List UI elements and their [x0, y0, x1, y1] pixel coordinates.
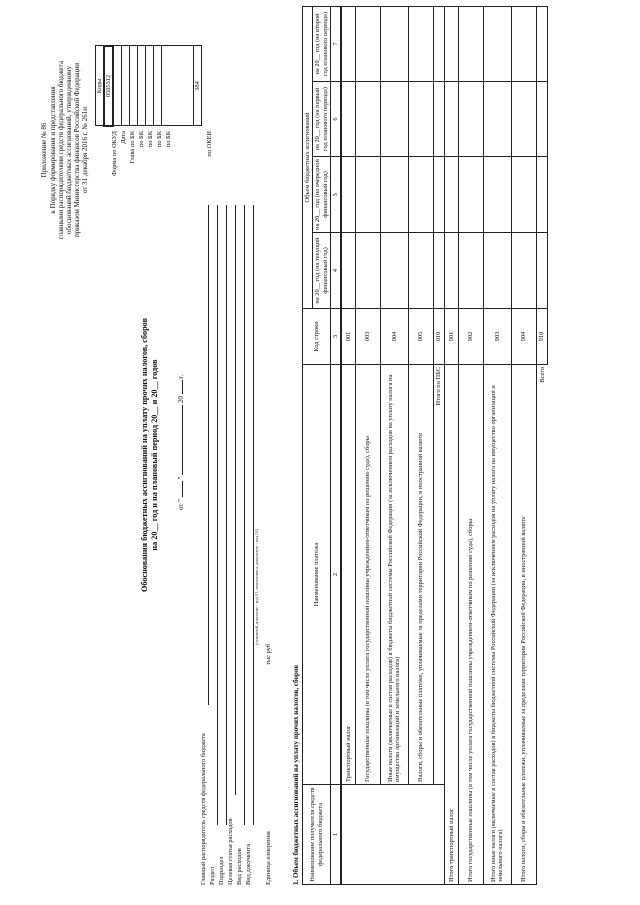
- col-header-payment: Наименование платежа: [303, 365, 331, 785]
- value-cell[interactable]: [536, 157, 547, 233]
- row-code: 001: [341, 309, 355, 365]
- value-cell[interactable]: [355, 6, 380, 81]
- total-name: Итого иные налоги (включаемые в состав расходов) в бюджеты бюджетной системы Российской Федерации (за исключением расходов на уплату налога на имущество организаций и земельного налога): [483, 365, 511, 885]
- bk-label: по БК: [147, 131, 154, 148]
- section-label: Раздел: [209, 866, 216, 885]
- row-code: 004: [380, 309, 408, 365]
- value-cell[interactable]: [408, 6, 433, 81]
- value-cell[interactable]: [458, 6, 483, 81]
- col-number: 3: [331, 309, 342, 365]
- section-title: 1. Объем бюджетных ассигнований на уплату прочих налогов, сборов: [292, 664, 300, 885]
- col-number: 4: [331, 233, 342, 309]
- payment-name: Иные налоги (включаемые в состав расходов) в бюджеты бюджетной системы Российской Федерации (за исключением расходов на уплату налога на имущество организаций и земельного налога): [380, 365, 408, 785]
- okud-label: Форма по ОКУД: [111, 131, 118, 176]
- appendix-note: [40, 15, 89, 285]
- value-cell[interactable]: [408, 233, 433, 309]
- value-cell[interactable]: [408, 82, 433, 157]
- appendix-line: приказом Министерства финансов Российской Федерации: [73, 63, 82, 237]
- row-code: 904: [511, 309, 536, 365]
- value-cell[interactable]: [433, 233, 444, 309]
- pbs-total-label: Итого по ПБС: [433, 365, 444, 785]
- date-year-suffix: г.: [177, 374, 185, 379]
- doc-type-label: Вид документа: [245, 843, 252, 885]
- value-cell[interactable]: [341, 233, 355, 309]
- date-line: [177, 295, 185, 510]
- row-code: 901: [444, 309, 458, 365]
- date-from-label: от ": [177, 498, 185, 510]
- value-cell[interactable]: [458, 157, 483, 233]
- form-title-line: Обоснования бюджетных ассигнований на уплату прочих налогов, сборов: [140, 318, 149, 592]
- grand-total-label: Всего: [536, 365, 547, 885]
- payment-name: Государственные пошлины (в том числе уплата государственной пошлины учреждением-ответчиком по решению суда), сборы: [355, 365, 380, 785]
- value-cell[interactable]: [355, 157, 380, 233]
- row-code: 902: [458, 309, 483, 365]
- col-header-current-year: на 20__ год (на текущий финансовый год): [313, 233, 331, 309]
- subsection-label: Подраздел: [218, 856, 225, 885]
- value-cell[interactable]: [511, 157, 536, 233]
- col-number: 2: [331, 365, 342, 785]
- row-code: 003: [355, 309, 380, 365]
- col-number: 5: [331, 157, 342, 233]
- payment-name: Налоги, сборы и обязательные платежи, уплачиваемые за пределами территории Российской Федерации, в иностранной валюте: [408, 365, 433, 785]
- bk-code-cell: [153, 46, 161, 126]
- col-number: 7: [331, 6, 342, 81]
- value-cell[interactable]: [433, 82, 444, 157]
- okei-label: по ОКЕИ: [206, 131, 213, 157]
- okei-code: 384: [193, 46, 201, 126]
- header-fields: [200, 185, 275, 885]
- value-cell[interactable]: [536, 233, 547, 309]
- row-code: 903: [483, 309, 511, 365]
- value-cell[interactable]: [444, 6, 458, 81]
- value-cell[interactable]: [341, 6, 355, 81]
- blank-code-cell: [161, 46, 193, 126]
- chapter-code-cell: [121, 46, 129, 126]
- row-code: 910: [536, 309, 547, 365]
- col-header-next-year: на 20__ год (на очередной финансовый год): [313, 157, 331, 233]
- value-cell[interactable]: [444, 233, 458, 309]
- target-item-label: Целевая статья расходов: [227, 818, 234, 885]
- value-cell[interactable]: [380, 157, 408, 233]
- bk-label: по БК: [165, 131, 172, 148]
- value-cell[interactable]: [511, 82, 536, 157]
- col-header-recipient: Наименование получателя средств федерального бюджета: [303, 785, 331, 885]
- codes-header: Коды: [96, 46, 105, 126]
- date-quote: ": [177, 476, 185, 480]
- col-number: 1: [331, 785, 342, 885]
- row-code: 010: [433, 309, 444, 365]
- date-code-cell: [113, 46, 121, 126]
- value-cell[interactable]: [511, 233, 536, 309]
- appendix-line: обоснований бюджетных ассигнований, утвержденному: [65, 66, 74, 234]
- form-title: [140, 155, 161, 755]
- appendix-number: Приложение № 86: [40, 122, 48, 178]
- value-cell[interactable]: [355, 82, 380, 157]
- col-header-volume: Объем бюджетных ассигнований: [303, 6, 313, 308]
- value-cell[interactable]: [483, 233, 511, 309]
- value-cell[interactable]: [380, 233, 408, 309]
- col-header-second-plan-year: на 20__ год (на второй год планового периода): [313, 6, 331, 81]
- form-title-line: на 20__ год и на плановый период 20__ и 20__ годов: [150, 359, 160, 551]
- total-name: Итого государственные пошлины (в том числе уплата государственной пошлины учреждением-ответчиком по решению суда), сборы: [458, 365, 483, 885]
- bk-label: по БК: [156, 131, 163, 148]
- value-cell[interactable]: [483, 157, 511, 233]
- value-cell[interactable]: [511, 6, 536, 81]
- recipient-cell[interactable]: [341, 785, 444, 885]
- bk-code-cell: [145, 46, 153, 126]
- codes-table: [95, 45, 202, 127]
- value-cell[interactable]: [341, 82, 355, 157]
- bk-label: Глава по БК: [129, 131, 136, 164]
- main-manager-label: Главный распорядитель средств федерального бюджета: [200, 733, 207, 885]
- okud-code: 0505312: [104, 46, 113, 126]
- payment-name: Транспортный налог: [341, 365, 355, 785]
- unit-label: Единица измерения: [264, 831, 272, 885]
- assignments-table: [302, 6, 548, 885]
- value-cell[interactable]: [444, 82, 458, 157]
- value-cell[interactable]: [483, 82, 511, 157]
- appendix-line: к Порядку формирования и представления: [49, 86, 58, 214]
- value-cell[interactable]: [408, 157, 433, 233]
- expense-type-label: Вид расходов: [236, 848, 243, 885]
- unit-value: тыс руб: [264, 644, 272, 665]
- value-cell[interactable]: [458, 233, 483, 309]
- bk-code-cell: [137, 46, 145, 126]
- value-cell[interactable]: [536, 6, 547, 81]
- value-cell[interactable]: [444, 157, 458, 233]
- value-cell[interactable]: [458, 82, 483, 157]
- value-cell[interactable]: [536, 82, 547, 157]
- value-cell[interactable]: [380, 82, 408, 157]
- date-year-label: 20: [177, 396, 185, 404]
- value-cell[interactable]: [341, 157, 355, 233]
- value-cell[interactable]: [380, 6, 408, 81]
- appendix-line: от 31 декабря 2016 г. № 261н: [81, 106, 90, 194]
- doc-type-hint: (основной документ - код 01, изменения к документу - код 02): [254, 528, 259, 645]
- value-cell[interactable]: [483, 6, 511, 81]
- col-header-first-plan-year: на 20__ год (на первый год планового периода): [313, 82, 331, 157]
- total-name: Итого транспортный налог: [444, 365, 458, 885]
- total-name: Итого налоги, сборы и обязательные платежи, уплачиваемые за пределами территории Российской Федерации, в иностранной валюте: [511, 365, 536, 885]
- date-label: Дата: [120, 131, 127, 144]
- col-header-code: Код строки: [303, 309, 331, 365]
- appendix-line: главными распорядителями средств федерального бюджета: [57, 61, 66, 239]
- bk-code-cell: [129, 46, 137, 126]
- bk-label: по БК: [138, 131, 145, 148]
- value-cell[interactable]: [433, 6, 444, 81]
- col-number: 6: [331, 82, 342, 157]
- value-cell[interactable]: [433, 157, 444, 233]
- value-cell[interactable]: [355, 233, 380, 309]
- row-code: 005: [408, 309, 433, 365]
